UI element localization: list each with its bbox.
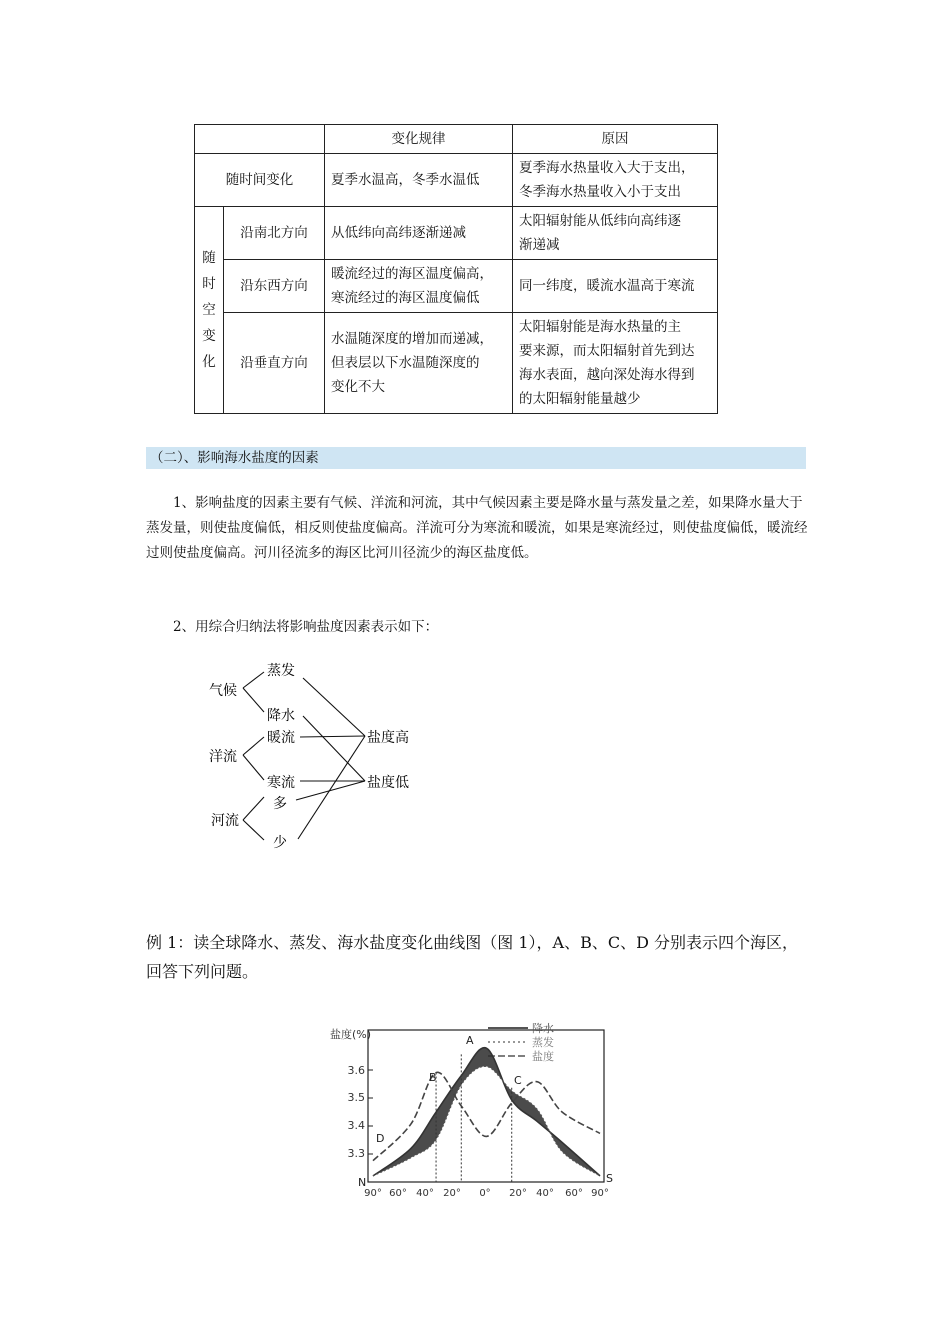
y-axis-label: 盐度(%): [330, 1028, 372, 1041]
reason-line: 要来源，而太阳辐射首先到达: [519, 343, 695, 359]
table-header-row: [195, 125, 718, 154]
x-tick-label: 40°: [536, 1188, 554, 1199]
label-more: 多: [273, 796, 287, 812]
connector-line: [303, 678, 365, 736]
label-warm-current: 暖流: [267, 730, 295, 746]
reason-line: 夏季海水热量收入大于支出，: [519, 160, 695, 176]
connector-line: [243, 688, 264, 712]
rule-line: 水温随深度的增加而递减，: [331, 331, 493, 347]
rule-cell: 夏季水温高，冬季水温低: [325, 154, 513, 207]
connector-line: [243, 820, 264, 840]
rule-cell: [325, 313, 513, 414]
table-row: [195, 154, 718, 207]
x-tick-label: 90°: [364, 1188, 382, 1199]
reason-line: 太阳辐射能是海水热量的主: [519, 319, 681, 335]
connector-line: [298, 736, 365, 839]
table-header-reason: 原因: [513, 125, 718, 154]
salinity-paragraph-2: 2、用综合归纳法将影响盐度因素表示如下：: [173, 619, 439, 635]
label-salinity-high: 盐度高: [367, 730, 409, 746]
precip-evap-band: [373, 1048, 600, 1176]
label-salinity-low: 盐度低: [367, 775, 409, 791]
label-climate: 气候: [209, 683, 237, 699]
vertical-char: 空: [202, 302, 216, 318]
y-tick-label: 3.3: [347, 1147, 365, 1160]
row-label-space: [195, 207, 224, 414]
rule-line: 寒流经过的海区温度偏低: [331, 290, 480, 306]
connector-line: [303, 716, 365, 781]
connector-line: [243, 755, 264, 780]
y-tick-label: 3.4: [347, 1119, 365, 1132]
x-tick-label: 60°: [389, 1188, 407, 1199]
x-tick-label: 20°: [443, 1188, 461, 1199]
label-precipitation: 降水: [267, 708, 295, 724]
point-label-b: B: [429, 1071, 437, 1084]
vertical-char: 时: [202, 276, 216, 292]
row-label-time: 随时间变化: [195, 154, 325, 207]
connector-line: [243, 797, 264, 820]
section-title: （二）、影响海水盐度的因素: [146, 447, 806, 469]
x-tick-label: 0°: [479, 1188, 491, 1199]
x-tick-label: 40°: [416, 1188, 434, 1199]
table-row: [195, 207, 718, 260]
reason-cell: [513, 260, 718, 313]
table-header-empty: [195, 125, 325, 154]
table-header-rule: 变化规律: [325, 125, 513, 154]
rule-line: 但表层以下水温随深度的: [331, 355, 480, 371]
connector-line: [243, 672, 264, 688]
ocean-temperature-table: [194, 124, 718, 414]
reason-cell: [513, 154, 718, 207]
table-row: [195, 260, 718, 313]
salinity-chart: [328, 1018, 618, 1203]
example-question: 例 1：读全球降水、蒸发、海水盐度变化曲线图（图 1），A、B、C、D 分别表示四个海区，回答下列问题。: [146, 933, 799, 981]
point-label-c: C: [514, 1074, 522, 1087]
reason-line: 的太阳辐射能量越少: [519, 391, 641, 407]
vertical-char: 变: [202, 328, 216, 344]
rule-line: 从低纬向高纬逐渐递减: [331, 225, 466, 241]
connector-line: [296, 781, 365, 800]
label-less: 少: [273, 835, 287, 851]
rule-line: 变化不大: [331, 379, 385, 395]
legend-label: 降水: [532, 1022, 554, 1035]
label-current: 洋流: [209, 749, 237, 765]
label-cold-current: 寒流: [267, 775, 295, 791]
direction-cell: 沿南北方向: [224, 207, 325, 260]
salinity-factor-diagram: [200, 650, 430, 855]
chart-legend: [488, 1021, 554, 1063]
reason-line: 同一纬度，暖流水温高于寒流: [519, 278, 695, 294]
legend-label: 盐度: [532, 1050, 554, 1063]
point-label-a: A: [466, 1034, 474, 1047]
reason-line: 海水表面，越向深处海水得到: [519, 367, 695, 383]
table-row: [195, 313, 718, 414]
x-tick-label: 60°: [565, 1188, 583, 1199]
rule-cell: [325, 260, 513, 313]
direction-cell: 沿垂直方向: [224, 313, 325, 414]
series-line-evaporation: [373, 1066, 600, 1175]
legend-label: 蒸发: [532, 1036, 554, 1049]
connector-line: [300, 736, 365, 737]
x-end-label-south: S: [606, 1172, 613, 1185]
reason-cell: [513, 207, 718, 260]
reason-line: 太阳辐射能从低纬向高纬逐: [519, 213, 681, 229]
reason-cell: [513, 313, 718, 414]
connector-line: [243, 737, 264, 755]
vertical-char: 随: [202, 250, 216, 266]
label-river: 河流: [211, 813, 239, 829]
x-tick-label: 20°: [509, 1188, 527, 1199]
series-layer: [373, 1048, 600, 1182]
label-evaporation: 蒸发: [267, 663, 295, 679]
salinity-paragraph-1: 1、影响盐度的因素主要有气候、洋流和河流，其中气候因素主要是降水量与蒸发量之差，如果降水量大于蒸发量，则使盐度偏低，相反则使盐度偏高。洋流可分为寒流和暖流，如果是寒流经过，则使盐度偏低，暖流经过则使盐度偏高。河川径流多的海区比河川径流少的海区盐度低。: [146, 495, 808, 561]
reason-line: 冬季海水热量收入小于支出: [519, 184, 681, 200]
y-tick-label: 3.5: [347, 1091, 365, 1104]
rule-line: 暖流经过的海区温度偏高，: [331, 266, 493, 282]
direction-cell: 沿东西方向: [224, 260, 325, 313]
rule-cell: [325, 207, 513, 260]
y-tick-label: 3.6: [347, 1064, 365, 1077]
point-label-d: D: [376, 1132, 385, 1145]
x-tick-label: 90°: [591, 1188, 609, 1199]
x-end-label-north: N: [358, 1176, 367, 1189]
vertical-char: 化: [202, 354, 216, 370]
reason-line: 渐递减: [519, 237, 560, 253]
